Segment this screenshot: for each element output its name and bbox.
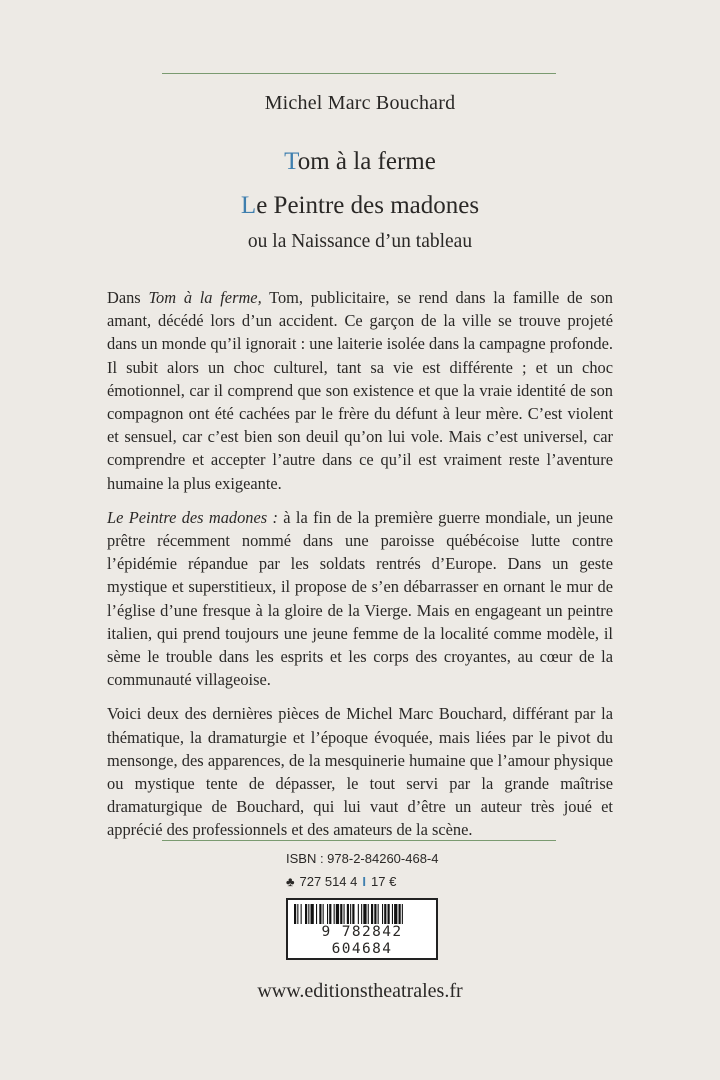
p2-title: Le Peintre des madones : bbox=[107, 507, 278, 527]
paragraph-summary: Voici deux des dernières pièces de Michel Marc Bouchard, différant par la thématique, la dramaturgie et l’époque évoquée, mais liées par le pivot du mensonge, des apparences, de la mesquinerie humaine que l’amour physique ou mystique tente de dépasser, le tout servi par la grande maîtrise dramaturgique de Bouchard, qui lui vaut d’être un auteur très joué et apprécié des professionnels et des amateurs de la scène. bbox=[107, 704, 613, 840]
p2-text: à la fin de la première guerre mondiale, un jeune prêtre récemment nommé dans une paroisse québécoise lutte contre l’épidémie répandue par les soldats rentrés d’Europe. Dans un geste mystique et superstitieux, il propose de s’en débarrasser en ornant le mur de l’église d’une fresque à la gloire de la Vierge. Mais en engageant un peintre italien, qui prend toujours une jeune femme de la localité comme modèle, il sème le trouble dans les esprits et les corps des croyantes, au cœur de la communauté villageoise. bbox=[107, 507, 613, 690]
paragraph-peintre bbox=[107, 506, 613, 692]
barcode bbox=[286, 898, 438, 960]
title2-initial: L bbox=[240, 192, 257, 219]
author-name: Michel Marc Bouchard bbox=[264, 92, 456, 114]
p1-text: Tom, publicitaire, se rend dans la famille de son amant, décédé lors d’un accident. Ce garçon de la ville se trouve projeté dans un monde qu’il ignorait : une laiterie isolée dans la campagne profonde. Il subit alors un choc culturel, tant sa vie est différente ; et un choc émotionnel, car il comprend que son existence et que la vraie identité de son compagnon ont été cachées par le frère du défunt à leur mère. C’est violent et sensuel, car c’est bien son deuil qu’on lui vole. Mais c’est universel, car comprendre et accepter l’autre dans ce qu’il est vraiment reste l’aventure humaine la plus exigeante. bbox=[107, 288, 613, 493]
top-divider bbox=[162, 73, 556, 74]
title1-initial: T bbox=[284, 148, 298, 175]
isbn-label: ISBN : 978-2-84260-468-4 bbox=[286, 851, 439, 866]
subtitle: ou la Naissance d’un tableau bbox=[247, 231, 473, 252]
paragraph-tom bbox=[107, 286, 613, 495]
clover-icon: ♣ bbox=[286, 874, 295, 889]
product-code: 727 514 4 bbox=[299, 874, 358, 889]
p1-lead: Dans bbox=[107, 288, 149, 307]
title-peintre-des-madones bbox=[0, 192, 720, 220]
price-line bbox=[286, 874, 396, 889]
bottom-divider bbox=[162, 840, 556, 841]
price: 17 € bbox=[371, 874, 397, 889]
title-tom-a-la-ferme bbox=[0, 148, 720, 176]
synopsis-body bbox=[107, 286, 613, 853]
p1-title: Tom à la ferme, bbox=[148, 288, 262, 307]
title2-rest: e Peintre des madones bbox=[256, 192, 480, 219]
title1-rest: om à la ferme bbox=[297, 148, 436, 175]
website-url: www.editionstheatrales.fr bbox=[257, 980, 463, 1002]
barcode-digits: 9 782842 604684 bbox=[290, 924, 434, 958]
separator-bar: I bbox=[362, 874, 366, 889]
